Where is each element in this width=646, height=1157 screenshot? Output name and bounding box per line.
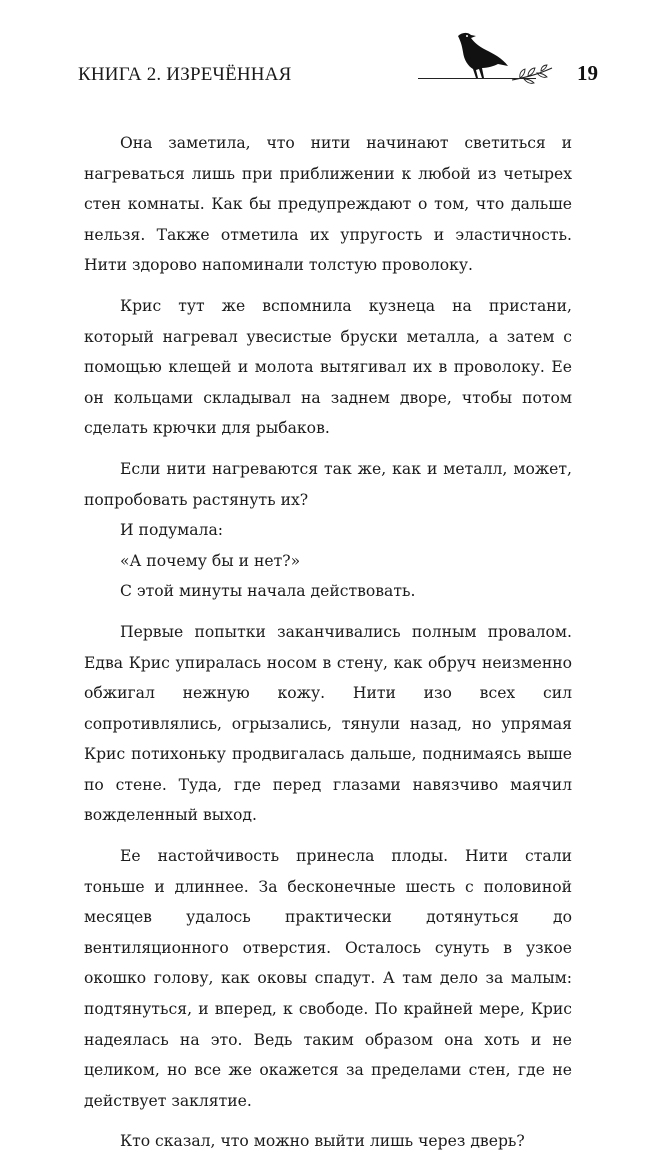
paragraph: «А почему бы и нет?» — [120, 551, 301, 570]
paragraph: И подумала: — [120, 521, 223, 540]
paragraph: С этой минуты начала действовать. — [120, 582, 416, 601]
page-header — [78, 56, 598, 96]
sprig-icon — [510, 64, 556, 88]
running-head: КНИГА 2. ИЗРЕЧЁННАЯ — [78, 64, 292, 85]
paragraph: Кто сказал, что можно выйти лишь через дверь? — [120, 1132, 525, 1151]
paragraph: Первые попытки заканчивались полным провалом. Едва Крис упиралась носом в стену, как обруч неизменно обжигал нежную кожу. Нити изо всех сил сопротивлялись, огрызались, тянули назад, но упрямая Крис потихоньку продвигалась дальше, поднимаясь выше по стене. Туда, где перед глазами навязчиво маячил вожделенный выход. — [84, 622, 572, 825]
paragraph: Ее настойчивость принесла плоды. Нити стали тоньше и длиннее. За бесконечные шесть с половиной месяцев удалось практически дотянуться до вентиляционного отверстия. Осталось сунуть в узкое окошко голову, как оковы спадут. А там дело за малым: подтянуться, и вперед, к свободе. По крайней мере, Крис надеялась на это. Ведь таким образом она хоть и не целиком, но все же окажется за пределами стен, где не действует заклятие. — [84, 847, 572, 1110]
paragraph: Если нити нагреваются так же, как и металл, может, попробовать растянуть их? — [84, 459, 572, 509]
body-text — [84, 128, 572, 1157]
raven-on-branch-icon — [448, 28, 518, 82]
paragraph: Крис тут же вспомнила кузнеца на пристани, который нагревал увесистые бруски металла, а затем с помощью клещей и молота вытягивал их в проволоку. Ее он кольцами складывал на заднем дворе, чтобы потом сделать крючки для рыбаков. — [84, 296, 572, 438]
paragraph: Она заметила, что нити начинают светиться и нагреваться лишь при приближении к любой из четырех стен комнаты. Как бы предупреждают о том, что дальше нельзя. Также отметила их упругость и эластичность. Нити здорово напоминали толстую проволоку. — [84, 134, 572, 275]
page-number: 19 — [577, 61, 598, 85]
